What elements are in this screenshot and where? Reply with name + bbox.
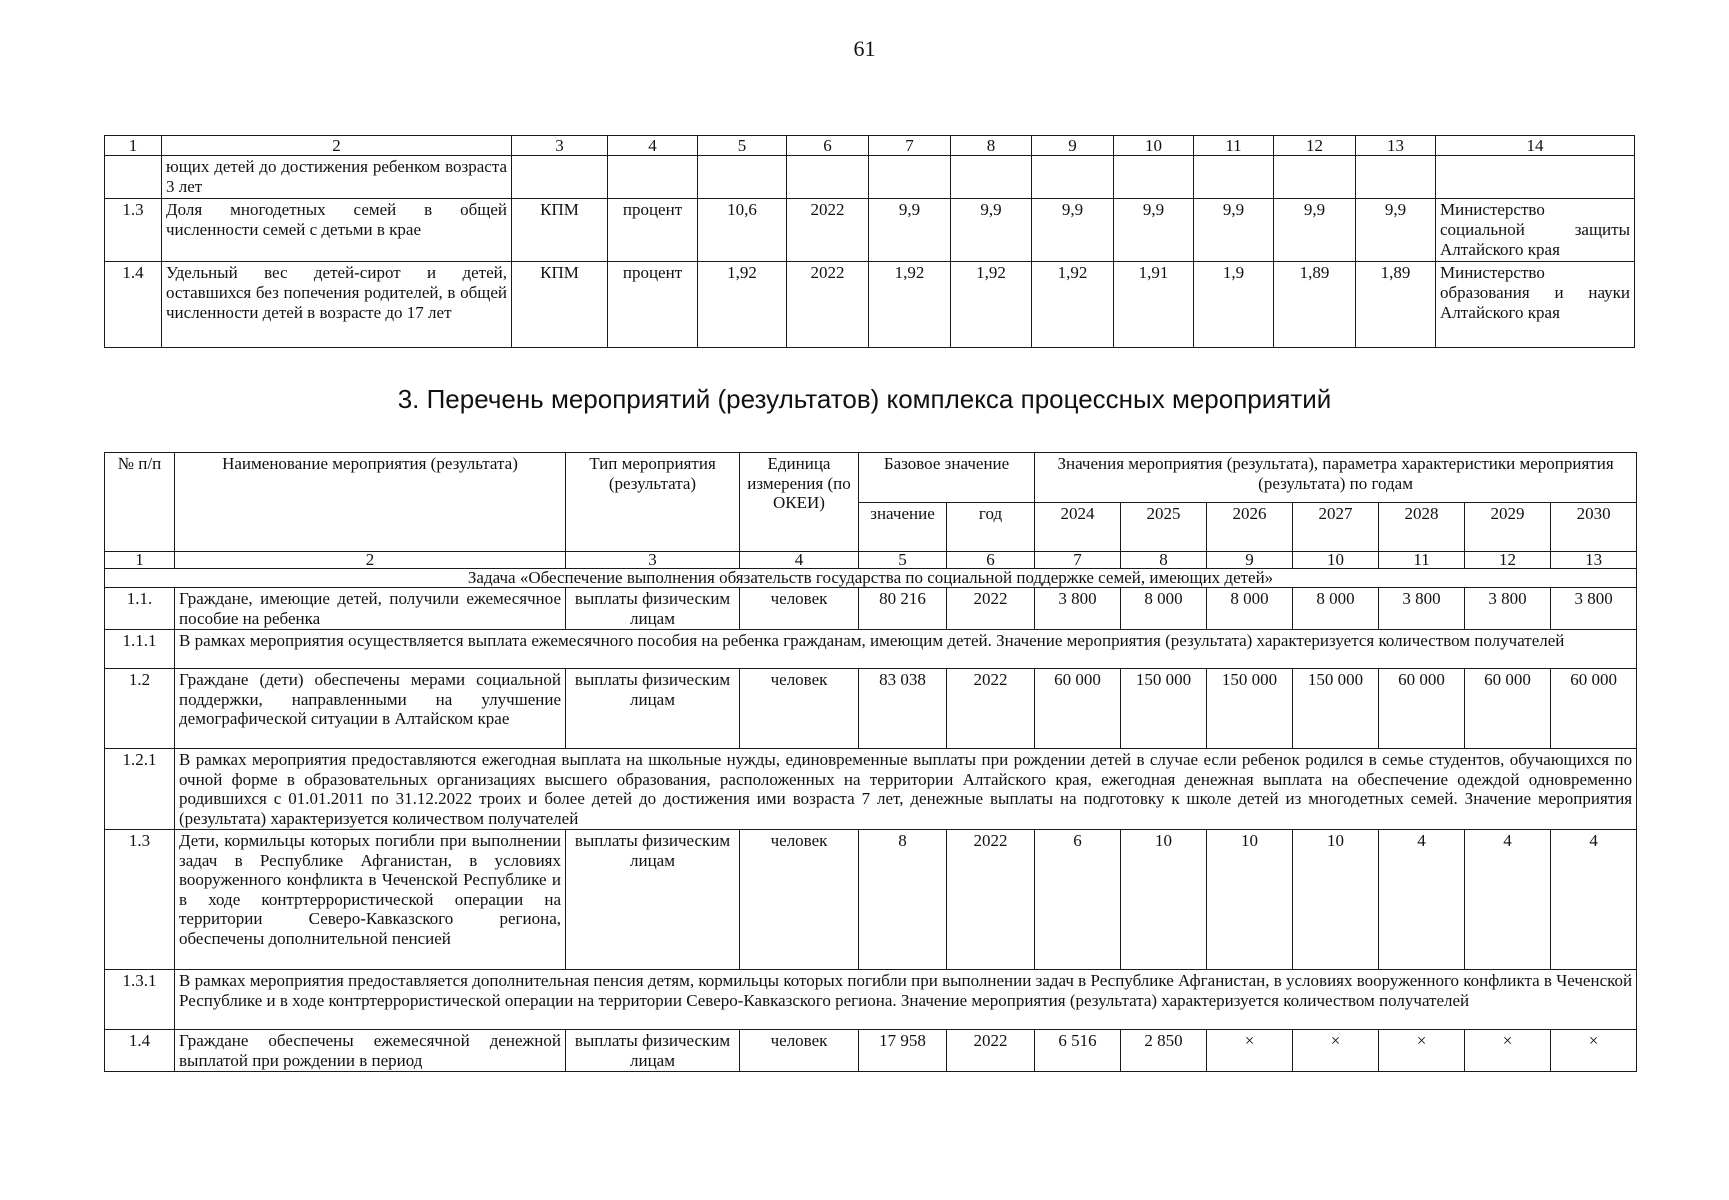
year-value: 1,92 xyxy=(951,262,1032,348)
base-year: 2022 xyxy=(947,830,1035,970)
header-type: Тип мероприятия (результата) xyxy=(566,453,740,552)
header-row xyxy=(105,453,1637,503)
year-value: 3 800 xyxy=(1035,588,1121,630)
year-value: 9,9 xyxy=(869,199,951,262)
column-number: 10 xyxy=(1114,136,1194,156)
year-value: 9,9 xyxy=(1274,199,1356,262)
year-value: × xyxy=(1551,1030,1637,1072)
year-value: 9,9 xyxy=(951,199,1032,262)
indicator-type: КПМ xyxy=(512,262,608,348)
header-base: Базовое значение xyxy=(859,453,1035,503)
base-year: 2022 xyxy=(947,588,1035,630)
year-value: 1,91 xyxy=(1114,262,1194,348)
column-number: 6 xyxy=(947,552,1035,569)
column-number: 3 xyxy=(512,136,608,156)
task-title: Задача «Обеспечение выполнения обязательств государства по социальной поддержке семей, имеющих детей» xyxy=(105,569,1637,588)
activity-description: В рамках мероприятия осуществляется выплата ежемесячного пособия на ребенка гражданам, имеющим детей. Значение мероприятия (результата) характеризуется количеством получателей xyxy=(175,630,1637,669)
column-number: 2 xyxy=(175,552,566,569)
row-number: 1.2.1 xyxy=(105,749,175,830)
table-row xyxy=(105,1030,1637,1072)
activity-description: В рамках мероприятия предоставляется дополнительная пенсия детям, кормильцы которых погибли при выполнении задач в Республике Афганистан, в условиях вооруженного конфликта в Чеченской Республике и в ходе контртеррористической операции на территории Северо-Кавказского региона. Значение мероприятия (результата) характеризуется количеством получателей xyxy=(175,970,1637,1030)
column-number: 7 xyxy=(869,136,951,156)
year-value: 60 000 xyxy=(1035,669,1121,749)
column-number: 12 xyxy=(1274,136,1356,156)
year-value: 8 000 xyxy=(1121,588,1207,630)
column-number: 3 xyxy=(566,552,740,569)
column-number: 1 xyxy=(105,136,162,156)
year-value: 8 000 xyxy=(1207,588,1293,630)
table-row xyxy=(105,262,1635,348)
header-name: Наименование мероприятия (результата) xyxy=(175,453,566,552)
base-value: 83 038 xyxy=(859,669,947,749)
year-value: 1,89 xyxy=(1356,262,1436,348)
activity-unit: человек xyxy=(740,1030,859,1072)
activity-unit: человек xyxy=(740,588,859,630)
indicator-name: Удельный вес детей-сирот и детей, оставшихся без попечения родителей, в общей численности детей в возрасте до 17 лет xyxy=(162,262,512,348)
indicator-unit: процент xyxy=(608,262,698,348)
page-number: 61 xyxy=(853,36,876,61)
activities-table xyxy=(104,452,1637,1072)
activity-unit: человек xyxy=(740,669,859,749)
column-number: 11 xyxy=(1194,136,1274,156)
column-number: 13 xyxy=(1356,136,1436,156)
activity-type: выплаты физическим лицам xyxy=(566,669,740,749)
header-year: 2029 xyxy=(1465,503,1551,552)
year-value: 150 000 xyxy=(1121,669,1207,749)
year-value: 10 xyxy=(1207,830,1293,970)
column-number: 13 xyxy=(1551,552,1637,569)
activity-type: выплаты физическим лицам xyxy=(566,1030,740,1072)
row-number: 1.4 xyxy=(105,1030,175,1072)
row-number: 1.1.1 xyxy=(105,630,175,669)
column-number: 10 xyxy=(1293,552,1379,569)
year-value: 3 800 xyxy=(1465,588,1551,630)
year-value: 150 000 xyxy=(1207,669,1293,749)
header-year: 2024 xyxy=(1035,503,1121,552)
year-value: 6 xyxy=(1035,830,1121,970)
base-value: 10,6 xyxy=(698,199,787,262)
year-value: 60 000 xyxy=(1465,669,1551,749)
responsible-ministry: Министерство социальной защиты Алтайского края xyxy=(1436,199,1635,262)
activity-description: В рамках мероприятия предоставляются ежегодная выплата на школьные нужды, единовременные выплаты при рождении детей в случае если ребенок родился в семье студентов, обучающихся по очной форме в образовательных организациях высшего образования, расположенных на территории Алтайского края, ежегодная денежная выплата на обеспечение одеждой одновременно родившихся с 01.01.2011 по 31.12.2022 троих и более детей до достижения ими возраста 7 лет, денежные выплаты на подготовку к школе детей из многодетных семей. Значение мероприятия (результата) характеризуется количеством получателей xyxy=(175,749,1637,830)
column-number: 12 xyxy=(1465,552,1551,569)
year-value: 3 800 xyxy=(1551,588,1637,630)
year-value: 9,9 xyxy=(1114,199,1194,262)
year-value: 150 000 xyxy=(1293,669,1379,749)
responsible-ministry: Министерство образования и науки Алтайского края xyxy=(1436,262,1635,348)
year-value: × xyxy=(1207,1030,1293,1072)
column-number: 9 xyxy=(1207,552,1293,569)
table-row xyxy=(105,749,1637,830)
year-value: × xyxy=(1379,1030,1465,1072)
column-number: 6 xyxy=(787,136,869,156)
base-year: 2022 xyxy=(947,1030,1035,1072)
header-unit: Единица измерения (по ОКЕИ) xyxy=(740,453,859,552)
continuation-text: ющих детей до достижения ребенком возраста 3 лет xyxy=(162,156,512,199)
year-value: 4 xyxy=(1379,830,1465,970)
activity-name: Дети, кормильцы которых погибли при выполнении задач в Республике Афганистан, в условиях вооруженного конфликта в Чеченской Республике и в ходе контртеррористической операции на территории Северо-Кавказского региона, обеспечены дополнительной пенсией xyxy=(175,830,566,970)
activity-unit: человек xyxy=(740,830,859,970)
base-value: 1,92 xyxy=(698,262,787,348)
base-year: 2022 xyxy=(947,669,1035,749)
base-value: 17 958 xyxy=(859,1030,947,1072)
column-numbers-row xyxy=(105,552,1637,569)
header-base-year: год xyxy=(947,503,1035,552)
row-number: 1.1. xyxy=(105,588,175,630)
table-row xyxy=(105,970,1637,1030)
activity-name: Граждане, имеющие детей, получили ежемесячное пособие на ребенка xyxy=(175,588,566,630)
indicator-unit: процент xyxy=(608,199,698,262)
indicator-type: КПМ xyxy=(512,199,608,262)
year-value: 3 800 xyxy=(1379,588,1465,630)
row-number: 1.3 xyxy=(105,199,162,262)
row-number: 1.3 xyxy=(105,830,175,970)
row-number: 1.3.1 xyxy=(105,970,175,1030)
table-row xyxy=(105,669,1637,749)
section-title: 3. Перечень мероприятий (результатов) комплекса процессных мероприятий xyxy=(397,384,1332,414)
column-number: 4 xyxy=(740,552,859,569)
year-value: 1,9 xyxy=(1194,262,1274,348)
table-row xyxy=(105,156,1635,199)
table-row xyxy=(105,588,1637,630)
year-value: 1,92 xyxy=(1032,262,1114,348)
header-year: 2025 xyxy=(1121,503,1207,552)
year-value: 9,9 xyxy=(1032,199,1114,262)
table-row xyxy=(105,199,1635,262)
year-value: 1,89 xyxy=(1274,262,1356,348)
column-number: 2 xyxy=(162,136,512,156)
column-number: 11 xyxy=(1379,552,1465,569)
row-number: 1.4 xyxy=(105,262,162,348)
year-value: 60 000 xyxy=(1379,669,1465,749)
activity-name: Граждане (дети) обеспечены мерами социальной поддержки, направленными на улучшение демографической ситуации в Алтайском крае xyxy=(175,669,566,749)
column-number: 7 xyxy=(1035,552,1121,569)
activity-name: Граждане обеспечены ежемесячной денежной выплатой при рождении в период xyxy=(175,1030,566,1072)
base-value: 8 xyxy=(859,830,947,970)
header-num: № п/п xyxy=(105,453,175,552)
column-number: 8 xyxy=(951,136,1032,156)
year-value: 10 xyxy=(1121,830,1207,970)
activity-type: выплаты физическим лицам xyxy=(566,830,740,970)
table-row xyxy=(105,830,1637,970)
year-value: 10 xyxy=(1293,830,1379,970)
header-year: 2028 xyxy=(1379,503,1465,552)
column-number: 14 xyxy=(1436,136,1635,156)
task-row xyxy=(105,569,1637,588)
header-values: Значения мероприятия (результата), параметра характеристики мероприятия (результата) по годам xyxy=(1035,453,1637,503)
base-year: 2022 xyxy=(787,262,869,348)
header-base-value: значение xyxy=(859,503,947,552)
year-value: × xyxy=(1465,1030,1551,1072)
header-year: 2027 xyxy=(1293,503,1379,552)
indicator-name: Доля многодетных семей в общей численности семей с детьми в крае xyxy=(162,199,512,262)
year-value: 9,9 xyxy=(1194,199,1274,262)
column-number: 5 xyxy=(859,552,947,569)
column-number: 9 xyxy=(1032,136,1114,156)
table-row xyxy=(105,630,1637,669)
year-value: 2 850 xyxy=(1121,1030,1207,1072)
column-number: 8 xyxy=(1121,552,1207,569)
row-number: 1.2 xyxy=(105,669,175,749)
header-year: 2030 xyxy=(1551,503,1637,552)
column-number: 5 xyxy=(698,136,787,156)
activity-type: выплаты физическим лицам xyxy=(566,588,740,630)
year-value: × xyxy=(1293,1030,1379,1072)
base-year: 2022 xyxy=(787,199,869,262)
header-year: 2026 xyxy=(1207,503,1293,552)
year-value: 4 xyxy=(1551,830,1637,970)
column-numbers-row xyxy=(105,136,1635,156)
column-number: 1 xyxy=(105,552,175,569)
column-number: 4 xyxy=(608,136,698,156)
base-value: 80 216 xyxy=(859,588,947,630)
year-value: 9,9 xyxy=(1356,199,1436,262)
year-value: 4 xyxy=(1465,830,1551,970)
year-value: 8 000 xyxy=(1293,588,1379,630)
year-value: 1,92 xyxy=(869,262,951,348)
year-value: 60 000 xyxy=(1551,669,1637,749)
indicators-table xyxy=(104,135,1635,348)
year-value: 6 516 xyxy=(1035,1030,1121,1072)
